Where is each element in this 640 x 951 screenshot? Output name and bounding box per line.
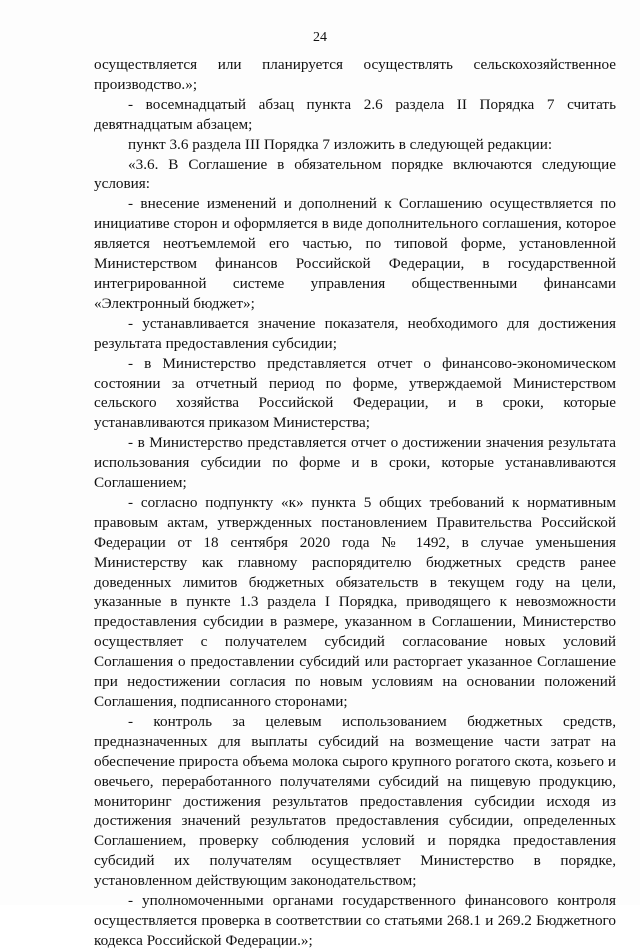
- paragraph-control: - контроль за целевым использованием бюджетных средств, предназначенных для выплаты субсидий на возмещение части затрат на обеспечение прироста объема молока сырого крупного рогатого скота, козьего и овечьего, переработанного получателями субсидий на пищевую продукцию, мониторинг достижения результатов предоставления субсидии исходя из достижения значений результатов предоставления субсидии, определенных Соглашением, проверку соблюдения условий и порядка предоставления субсидий их получателям осуществляет Министерство в порядке, установленном действующим законодательством;: [94, 712, 616, 890]
- page-number: 24: [313, 30, 327, 45]
- paragraph-amendments: - внесение изменений и дополнений к Соглашению осуществляется по инициативе сторон и оформляется в виде дополнительного соглашения, которое является неотъемлемой его частью, по типовой форме, установленной Министерством финансов Российской Федерации, в государственной интегрированной системе управления общественными финансами «Электронный бюджет»;: [94, 195, 616, 312]
- paragraph-audit: - уполномоченными органами государственного финансового контроля осуществляется проверка в соответствии со статьями 268.1 и 269.2 Бюджетного кодекса Российской Федерации.»;: [94, 892, 616, 949]
- paragraph-limits-reduction: - согласно подпункту «к» пункта 5 общих требований к нормативным правовым актам, утвержденных постановлением Правительства Российской Федерации от 18 сентября 2020 года № 1492, в случае уменьшения Министерству как главному распорядителю бюджетных средств ранее доведенных лимитов бюджетных обязательств в текущем году на цели, указанные в пункте 1.3 раздела I Порядка, приводящего к невозможности предоставления субсидии в размере, указанном в Соглашении, Министерство осуществляет с получателем субсидий согласование новых условий Соглашения о предоставлении субсидий или расторгает указанное Соглашение при недостижении согласия по новым условиям на основании положений Соглашения, подписанного сторонами;: [94, 493, 616, 710]
- body-text: [94, 55, 616, 951]
- paragraph-indicator: - устанавливается значение показателя, необходимого для достижения результата предоставления субсидии;: [94, 314, 616, 352]
- paragraph-renumber-paragraph: - восемнадцатый абзац пункта 2.6 раздела II Порядка 7 считать девятнадцатым абзацем;: [94, 95, 616, 133]
- paragraph-result-report: - в Министерство представляется отчет о достижении значения результата использования субсидии по форме и в сроки, которые устанавливаются Соглашением;: [94, 434, 616, 492]
- paragraph-clause-intro: пункт 3.6 раздела III Порядка 7 изложить в следующей редакции:: [128, 135, 553, 153]
- paragraph-clause-3-6: «3.6. В Соглашение в обязательном порядке включаются следующие условия:: [94, 155, 616, 193]
- paragraph-financial-report: - в Министерство представляется отчет о финансово-экономическом состоянии за отчетный период по форме, утверждаемой Министерством сельского хозяйства Российской Федерации, и в сроки, которые устанавливаются приказом Министерства;: [94, 354, 616, 432]
- paragraph-continuation: осуществляется или планируется осуществлять сельскохозяйственное производство.»;: [94, 56, 616, 93]
